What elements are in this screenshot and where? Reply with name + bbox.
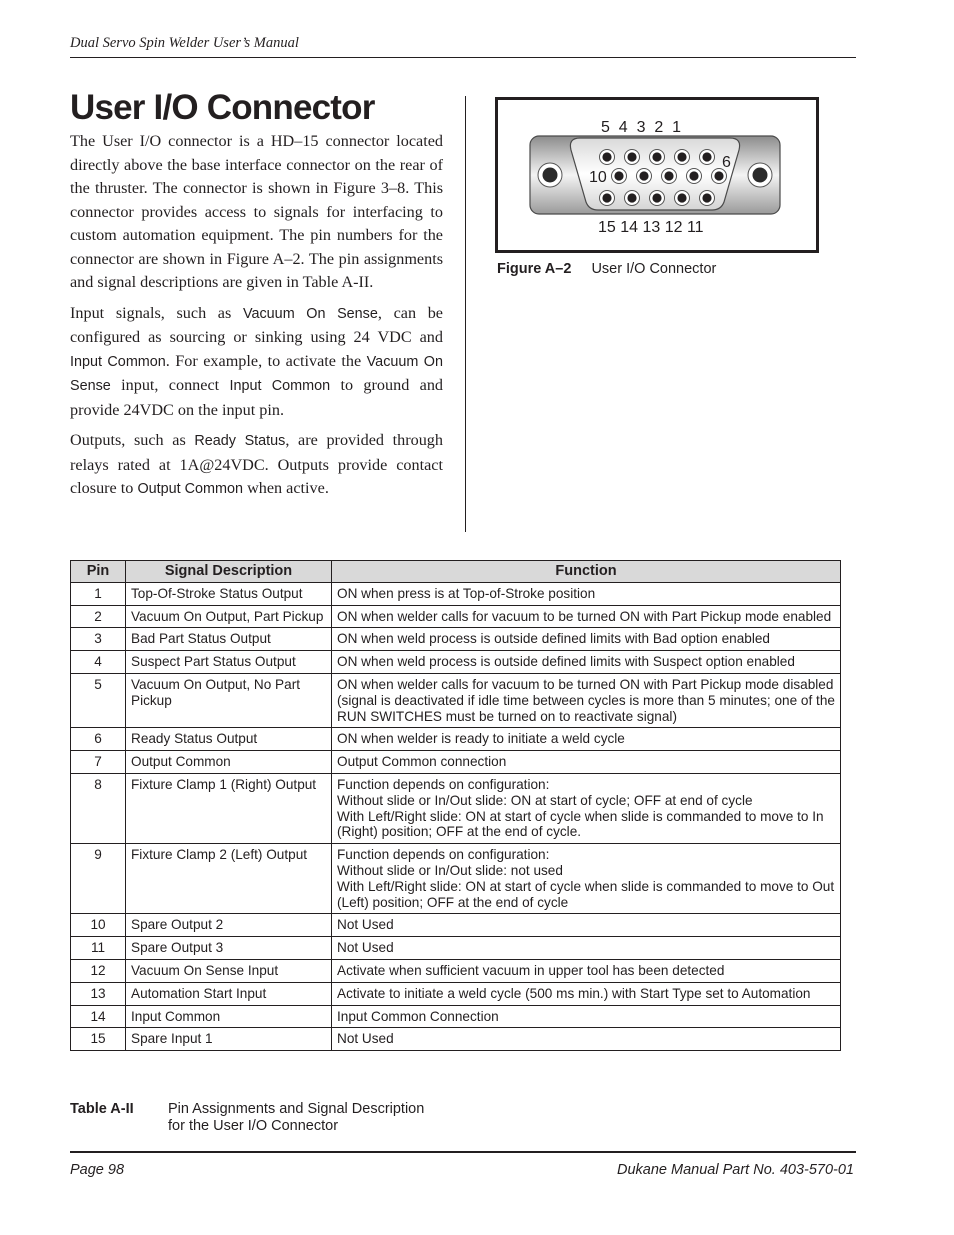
function-cell [332, 1028, 841, 1051]
footer-rule [70, 1151, 856, 1153]
function-line: Function depends on configuration: [337, 847, 550, 863]
function-line: With Left/Right slide: ON at start of cycle when slide is commanded to move to In (Right) position; OFF at the end of cycle. [337, 808, 824, 840]
signal-description-cell: Vacuum On Sense Input [126, 959, 332, 982]
table-caption-label: Table A-II [70, 1101, 134, 1117]
table-row [71, 914, 841, 937]
body-paragraph [70, 429, 443, 502]
function-line: Not Used [337, 917, 394, 933]
pin-number-cell: 14 [71, 1005, 126, 1028]
hd15-connector-diagram [498, 100, 816, 250]
table-header-row [71, 561, 841, 583]
pin-number-cell: 7 [71, 751, 126, 774]
function-line: ON when welder is ready to initiate a weld cycle [337, 731, 625, 747]
signal-description-cell: Ready Status Output [126, 728, 332, 751]
pin-number-cell: 10 [71, 914, 126, 937]
pin-number-cell: 3 [71, 628, 126, 651]
table-row [71, 844, 841, 914]
manual-title: Dual Servo Spin Welder User’s Manual [70, 35, 299, 51]
pin-number-cell: 6 [71, 728, 126, 751]
connector-pin [675, 191, 690, 206]
table-row [71, 959, 841, 982]
table-row [71, 1028, 841, 1051]
body-text-run: . For example, to activate the [165, 351, 367, 370]
mounting-screw-right [748, 163, 772, 187]
pin-number-cell: 2 [71, 605, 126, 628]
table-row [71, 582, 841, 605]
body-text-run: to ground and provide 24VDC on the input pin. [70, 376, 444, 419]
figure-caption [497, 261, 716, 277]
signal-description-cell: Spare Output 3 [126, 937, 332, 960]
pin-number-cell: 15 [71, 1028, 126, 1051]
function-cell [332, 773, 841, 843]
signal-description-cell: Vacuum On Output, Part Pickup [126, 605, 332, 628]
body-paragraph [70, 302, 443, 423]
connector-pin [687, 169, 702, 184]
part-number: Dukane Manual Part No. 403-570-01 [617, 1162, 854, 1178]
function-line: ON when weld process is outside defined limits with Suspect option enabled [337, 654, 795, 670]
function-line: Not Used [337, 1031, 394, 1047]
connector-pin [600, 191, 615, 206]
header-rule [70, 57, 856, 58]
signal-description-cell: Bad Part Status Output [126, 628, 332, 651]
pin-label-6: 6 [722, 154, 731, 171]
table-row [71, 773, 841, 843]
pin-number-cell: 1 [71, 582, 126, 605]
function-cell [332, 582, 841, 605]
table-row [71, 937, 841, 960]
function-line: ON when welder calls for vacuum to be turned ON with Part Pickup mode disabled [337, 676, 834, 692]
signal-name: Input Common [229, 378, 331, 394]
signal-description-cell: Input Common [126, 1005, 332, 1028]
function-line: Activate to initiate a weld cycle (500 ms min.) with Start Type set to Automation [337, 985, 811, 1001]
mounting-screw-left [538, 163, 562, 187]
table-row [71, 673, 841, 727]
body-text-run: The User I/O connector is a HD–15 connector located directly above the base interface connector on the rear of the thruster. The connector is shown in Figure 3–8. This connector provides access to signals for interfacing to custom automation equipment. The pin numbers for the connector are shown in Figure A–2. The pin assignments and signal descriptions are given in Table A-II. [70, 132, 443, 291]
section-title: User I/O Connector [70, 88, 375, 127]
body-text-run: input, connect [110, 376, 230, 394]
connector-pin [700, 191, 715, 206]
function-cell [332, 651, 841, 674]
connector-pin [650, 150, 665, 165]
signal-description-cell: Spare Input 1 [126, 1028, 332, 1051]
function-cell [332, 937, 841, 960]
signal-description-cell: Output Common [126, 751, 332, 774]
pin-number-cell: 8 [71, 773, 126, 843]
table-row [71, 751, 841, 774]
signal-description-cell: Suspect Part Status Output [126, 651, 332, 674]
body-text-run: when active. [243, 479, 329, 497]
body-text-run: Input signals, such as [70, 303, 243, 322]
pin-number-cell: 4 [71, 651, 126, 674]
connector-pin [675, 150, 690, 165]
signal-description-cell: Top-Of-Stroke Status Output [126, 582, 332, 605]
table-row [71, 628, 841, 651]
signal-name: Ready Status [194, 433, 286, 449]
body-text-run: Outputs, such as [70, 431, 195, 449]
function-cell [332, 959, 841, 982]
connector-pin [700, 150, 715, 165]
table-caption-text [168, 1101, 424, 1135]
signal-name: Output Common [137, 481, 244, 497]
signal-description-cell: Fixture Clamp 2 (Left) Output [126, 844, 332, 914]
column-header-pin: Pin [71, 561, 126, 583]
pin-number-cell: 11 [71, 937, 126, 960]
body-text [70, 130, 443, 509]
function-line: ON when welder calls for vacuum to be turned ON with Part Pickup mode enabled [337, 608, 832, 624]
function-cell [332, 628, 841, 651]
table-row [71, 1005, 841, 1028]
bottom-pin-labels: 15 14 13 12 11 [598, 219, 704, 236]
function-line: With Left/Right slide: ON at start of cycle when slide is commanded to move to Out (Left) position; OFF at the end of cycle [337, 878, 835, 910]
function-cell [332, 751, 841, 774]
table-row [71, 728, 841, 751]
signal-name: Input Common [70, 353, 166, 370]
connector-pin [662, 169, 677, 184]
table-caption-line: Pin Assignments and Signal Description [168, 1101, 425, 1117]
table-body [71, 582, 841, 1050]
function-cell [332, 982, 841, 1005]
function-line: ON when press is at Top-of-Stroke position [337, 585, 596, 601]
function-line: Not Used [337, 940, 394, 956]
body-text-run: , can be configured as sourcing or sinking using 24 VDC and [70, 303, 443, 346]
column-header-signal-description: Signal Description [126, 561, 332, 583]
connector-pin [637, 169, 652, 184]
pin-label-10: 10 [589, 169, 607, 186]
body-paragraph [70, 130, 443, 295]
function-line: Function depends on configuration: [337, 776, 550, 792]
connector-pin [625, 150, 640, 165]
column-divider [465, 96, 466, 532]
pin-number-cell: 12 [71, 959, 126, 982]
function-cell [332, 1005, 841, 1028]
connector-pin [600, 150, 615, 165]
pin-number-cell: 5 [71, 673, 126, 727]
function-line: Input Common Connection [337, 1008, 499, 1024]
pin-number-cell: 13 [71, 982, 126, 1005]
function-line: ON when weld process is outside defined limits with Bad option enabled [337, 631, 770, 647]
table-row [71, 605, 841, 628]
signal-description-cell: Spare Output 2 [126, 914, 332, 937]
table-row [71, 651, 841, 674]
connector-figure [495, 97, 819, 253]
top-pin-labels: 5 4 3 2 1 [601, 119, 682, 136]
pin-assignment-table [70, 560, 841, 1051]
table-row [71, 982, 841, 1005]
signal-description-cell: Fixture Clamp 1 (Right) Output [126, 773, 332, 843]
signal-name: Vacuum On Sense [70, 353, 443, 394]
function-line: Without slide or In/Out slide: ON at start of cycle; OFF at end of cycle [337, 792, 753, 808]
signal-name: Vacuum On Sense [242, 305, 378, 322]
pin-number-cell: 9 [71, 844, 126, 914]
function-cell [332, 728, 841, 751]
function-line: Output Common connection [337, 754, 507, 770]
figure-caption-text: User I/O Connector [591, 261, 717, 277]
column-header-function: Function [332, 561, 841, 583]
signal-description-cell: Vacuum On Output, No Part Pickup [126, 673, 332, 727]
connector-pin [650, 191, 665, 206]
function-cell [332, 673, 841, 727]
figure-caption-label: Figure A–2 [497, 261, 572, 277]
function-line: (signal is deactivated if idle time between cycles is more than 5 minutes; one of the RUN SWITCHES must be turned on to reactivate signal) [337, 692, 835, 724]
function-line: Without slide or In/Out slide: not used [337, 862, 563, 878]
page-number: Page 98 [70, 1162, 125, 1178]
connector-pin [625, 191, 640, 206]
signal-description-cell: Automation Start Input [126, 982, 332, 1005]
table-caption-line: for the User I/O Connector [168, 1118, 339, 1134]
function-cell [332, 605, 841, 628]
function-cell [332, 844, 841, 914]
connector-pin [612, 169, 627, 184]
function-line: Activate when sufficient vacuum in upper tool has been detected [337, 962, 725, 978]
body-text-run: , are provided through relays rated at 1A@24VDC. Outputs provide contact closure to [70, 431, 443, 497]
function-cell [332, 914, 841, 937]
